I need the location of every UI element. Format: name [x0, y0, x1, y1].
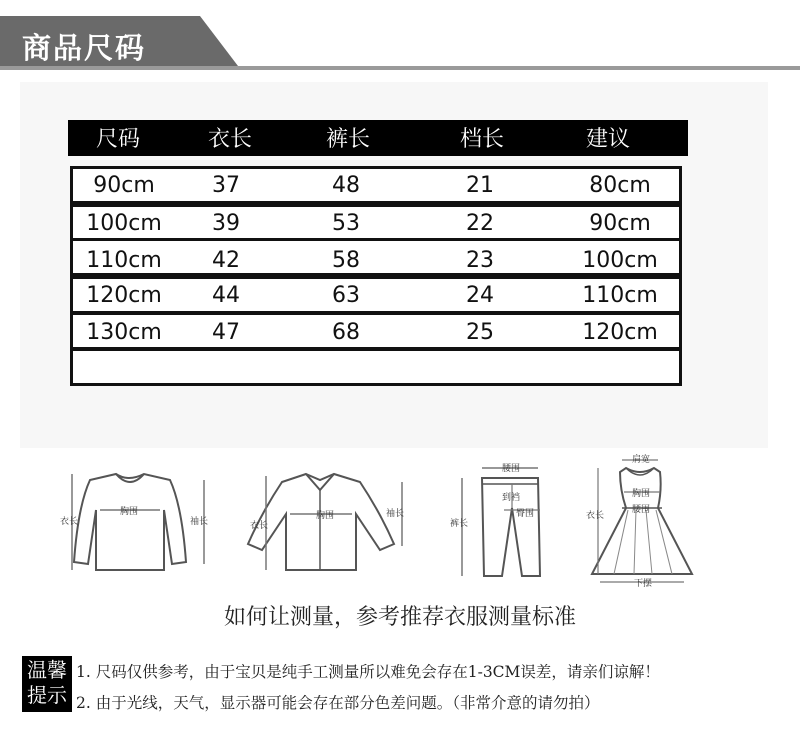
column-header-crotch: 档长 [459, 127, 504, 152]
column-header-top-length: 衣长 [207, 127, 252, 152]
table-cell: 47 [212, 320, 240, 345]
pants-crotch-label: 到裆 [502, 493, 521, 503]
table-cell: 120cm [86, 283, 162, 308]
table-cell: 130cm [86, 320, 162, 345]
pants-hip-label: 臀围 [516, 509, 535, 519]
table-cell: 22 [466, 211, 494, 236]
tips-badge-line1: 温馨 [27, 658, 67, 682]
tshirt-chest-label: 胸围 [120, 507, 139, 517]
table-cell: 39 [212, 211, 240, 236]
table-cell: 100cm [86, 211, 162, 236]
dress-length-label: 衣长 [586, 511, 605, 521]
table-cell: 21 [466, 173, 494, 198]
table-cell: 48 [332, 173, 360, 198]
table-cell: 90cm [589, 211, 651, 236]
table-cell: 100cm [582, 248, 658, 273]
table-cell: 44 [212, 283, 240, 308]
tip-line-1: 1. 尺码仅供参考，由于宝贝是纯手工测量所以难免会存在1-3CM误差，请亲们谅解！ [76, 663, 660, 681]
column-header-pants-length: 裤长 [325, 127, 370, 152]
column-header-suggestion: 建议 [585, 127, 630, 152]
table-cell: 23 [466, 248, 494, 273]
table-cell: 63 [332, 283, 360, 308]
tips-badge [22, 656, 72, 712]
dress-waist-label: 腰围 [632, 505, 651, 515]
column-header-size: 尺码 [95, 127, 140, 152]
dress-chest-label: 胸围 [632, 489, 651, 499]
table-row [70, 348, 682, 386]
table-cell: 110cm [582, 283, 658, 308]
table-cell: 68 [332, 320, 360, 345]
tshirt-measure-diagram [58, 466, 218, 576]
tshirt-length-label: 衣长 [60, 517, 79, 527]
table-cell: 80cm [589, 173, 651, 198]
shirt-length-label: 衣长 [250, 521, 269, 531]
pants-waist-label: 腰围 [502, 464, 521, 474]
table-cell: 42 [212, 248, 240, 273]
tip-line-2: 2. 由于光线，天气，显示器可能会存在部分色差问题。（非常介意的请勿拍） [76, 694, 600, 712]
table-cell: 110cm [86, 248, 162, 273]
table-cell: 25 [466, 320, 494, 345]
dress-hem-label: 下摆 [634, 579, 653, 588]
table-cell: 53 [332, 211, 360, 236]
shirt-measure-diagram [244, 466, 414, 578]
pants-measure-diagram [446, 458, 566, 582]
table-cell: 120cm [582, 320, 658, 345]
header-title: 商品尺码 [22, 31, 147, 65]
tshirt-sleeve-label: 袖长 [190, 517, 209, 527]
shirt-chest-label: 胸围 [316, 511, 335, 521]
measurement-caption: 如何让测量，参考推荐衣服测量标准 [223, 605, 576, 630]
table-cell: 37 [212, 173, 240, 198]
table-cell: 90cm [93, 173, 155, 198]
header-divider [0, 66, 800, 70]
table-cell: 58 [332, 248, 360, 273]
shirt-sleeve-label: 袖长 [386, 509, 405, 519]
table-cell: 24 [466, 283, 494, 308]
dress-measure-diagram [584, 450, 704, 588]
tips-badge-line2: 提示 [27, 683, 67, 707]
pants-length-label: 裤长 [450, 519, 469, 529]
dress-shoulder-label: 肩宽 [632, 455, 651, 465]
